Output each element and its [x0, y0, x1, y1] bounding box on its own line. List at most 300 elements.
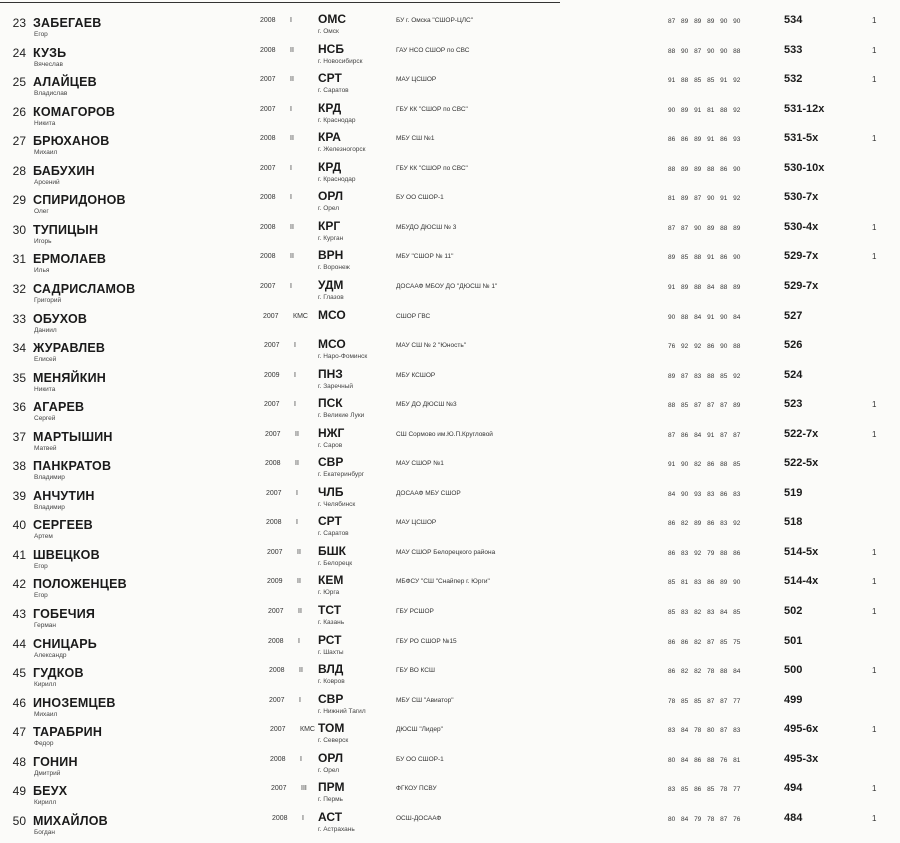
sport-rank: II [295, 430, 299, 438]
result-row [0, 633, 900, 663]
series-scores: 91 88 85 85 91 92 [668, 77, 741, 85]
place-number: 35 [12, 370, 26, 385]
total-score: 531-12x [784, 102, 825, 115]
region-code: ВРН [318, 248, 344, 263]
series-scores: 85 81 83 86 89 90 [668, 579, 741, 587]
sport-rank: III [301, 785, 307, 793]
sport-rank: I [294, 371, 296, 379]
series-scores: 88 85 87 87 87 89 [668, 402, 741, 410]
athlete-firstname: Артем [34, 533, 53, 541]
athlete-surname: ТАРАБРИН [33, 725, 103, 740]
total-score: 522-5x [784, 457, 819, 470]
result-row [0, 544, 900, 574]
city: г. Белорецк [318, 559, 353, 567]
series-scores: 87 89 89 89 90 90 [668, 18, 741, 25]
birth-year: 2008 [268, 637, 284, 645]
birth-year: 2007 [266, 489, 282, 497]
athlete-surname: ЕРМОЛАЕВ [33, 252, 107, 267]
club-name: БУ ОО СШОР-1 [396, 194, 444, 202]
birth-year: 2007 [271, 785, 287, 793]
city: г. Великие Луки [318, 412, 365, 420]
series-scores: 83 85 86 85 78 77 [668, 786, 741, 794]
series-scores: 91 90 82 86 88 85 [668, 461, 741, 469]
region-code: СРТ [318, 514, 342, 529]
city: г. Нижний Тагил [318, 707, 366, 715]
city: г. Пермь [318, 796, 343, 804]
sport-rank: II [295, 460, 299, 468]
result-row [0, 514, 900, 544]
athlete-surname: МЕНЯЙКИН [33, 370, 106, 385]
birth-year: 2007 [263, 312, 279, 320]
region-code: МСО [318, 337, 346, 352]
athlete-firstname: Богдан [34, 828, 55, 836]
athlete-firstname: Игорь [34, 237, 52, 245]
place-number: 42 [12, 577, 26, 592]
birth-year: 2007 [268, 608, 284, 615]
region-code: ОРЛ [318, 750, 344, 765]
athlete-firstname: Дмитрий [34, 769, 61, 777]
region-code: БШК [318, 543, 347, 558]
total-score: 495-3x [784, 752, 819, 765]
city: г. Юрга [318, 589, 340, 597]
sport-rank: I [299, 696, 301, 704]
birth-year: 2009 [264, 371, 280, 379]
city: г. Казань [318, 619, 345, 626]
place-number: 30 [12, 222, 26, 237]
series-scores: 86 86 82 87 85 75 [668, 638, 741, 646]
sport-rank: II [290, 223, 294, 231]
place-number: 27 [12, 134, 26, 149]
total-score: 533 [784, 43, 803, 56]
sport-rank: I [300, 755, 302, 763]
result-row [0, 692, 900, 722]
club-name: МБФСУ "СШ "Снайпер г. Юрги" [396, 578, 490, 586]
athlete-firstname: Матвей [34, 444, 57, 452]
club-name: МАУ ЦСШОР [396, 519, 437, 527]
city: г. Астрахань [318, 825, 355, 833]
athlete-surname: БАБУХИН [33, 163, 95, 178]
birth-year: 2009 [267, 578, 283, 586]
extra-mark: 1 [872, 666, 877, 676]
series-scores: 80 84 79 78 87 76 [668, 815, 741, 823]
result-row [0, 780, 900, 810]
place-number: 28 [12, 163, 26, 178]
result-row [0, 160, 900, 190]
series-scores: 86 82 82 78 88 84 [668, 668, 741, 676]
extra-mark: 1 [872, 400, 877, 410]
total-score: 531-5x [784, 132, 819, 145]
city: г. Краснодар [318, 175, 356, 183]
city: г. Курган [318, 234, 344, 242]
city: г. Орел [318, 766, 340, 774]
athlete-surname: МАРТЫШИН [33, 429, 113, 444]
total-score: 499 [784, 693, 803, 706]
region-code: АСТ [318, 809, 343, 824]
athlete-surname: КУЗЬ [33, 45, 67, 60]
result-row [0, 219, 900, 249]
club-name: МАУ СШ № 2 "Юность" [396, 342, 467, 350]
city: г. Саров [318, 441, 343, 449]
sport-rank: I [296, 489, 298, 497]
club-name: МАУ СШОР Белорецкого района [396, 548, 496, 556]
athlete-surname: САДРИСЛАМОВ [33, 281, 136, 296]
total-score: 518 [784, 516, 803, 529]
result-row [0, 603, 900, 633]
series-scores: 89 85 88 91 86 90 [668, 254, 741, 262]
birth-year: 2008 [265, 460, 281, 468]
athlete-surname: ЗАБЕГАЕВ [33, 16, 102, 30]
club-name: ГБУ КК "СШОР по СВС" [396, 105, 468, 113]
result-row [0, 71, 900, 101]
athlete-surname: СЕРГЕЕВ [33, 518, 93, 533]
club-name: ОСШ-ДОСААФ [396, 814, 442, 822]
total-score: 501 [784, 634, 803, 647]
athlete-firstname: Герман [34, 622, 56, 629]
total-score: 519 [784, 486, 803, 499]
athlete-firstname: Егор [34, 31, 48, 38]
place-number: 36 [12, 400, 26, 415]
region-code: ТСТ [318, 603, 342, 617]
extra-mark: 1 [872, 577, 877, 587]
birth-year: 2008 [272, 814, 288, 822]
total-score: 500 [784, 664, 803, 677]
club-name: МБУ "СШОР № 11" [396, 253, 454, 261]
athlete-firstname: Даниил [34, 326, 57, 334]
region-code: КРД [318, 159, 342, 174]
place-number: 37 [12, 429, 26, 444]
athlete-firstname: Никита [34, 119, 56, 127]
result-row [0, 42, 900, 72]
region-code: УДМ [318, 277, 344, 292]
athlete-firstname: Вячеслав [34, 60, 63, 68]
region-code: СВР [318, 455, 344, 470]
birth-year: 2007 [260, 282, 276, 290]
athlete-surname: ПАНКРАТОВ [33, 459, 112, 474]
athlete-surname: СНИЦАРЬ [33, 636, 97, 651]
total-score: 530-7x [784, 191, 819, 204]
total-score: 495-6x [784, 723, 819, 736]
extra-mark: 1 [872, 75, 877, 85]
athlete-surname: ГОНИН [33, 754, 78, 769]
club-name: ДОСААФ МБОУ ДО "ДЮСШ № 1" [396, 282, 498, 290]
place-number: 43 [12, 607, 26, 621]
result-row [0, 751, 900, 781]
place-number: 26 [12, 104, 26, 119]
athlete-surname: ГУДКОВ [33, 666, 84, 681]
total-score: 534 [784, 14, 803, 26]
club-name: МАУ СШОР №1 [396, 460, 444, 468]
place-number: 24 [12, 45, 26, 60]
athlete-surname: АЛАЙЦЕВ [33, 75, 97, 90]
extra-mark: 1 [872, 607, 877, 616]
sport-rank: II [298, 608, 302, 615]
sport-rank: II [297, 578, 301, 586]
series-scores: 90 88 84 91 90 84 [668, 313, 741, 321]
athlete-firstname: Григорий [34, 296, 62, 304]
athlete-firstname: Михаил [34, 710, 58, 718]
athlete-firstname: Егор [34, 592, 48, 600]
total-score: 530-10x [784, 161, 825, 174]
extra-mark: 1 [872, 784, 877, 794]
region-code: РСТ [318, 632, 342, 647]
athlete-surname: ТУПИЦЫН [33, 222, 99, 237]
place-number: 34 [12, 341, 26, 356]
result-row [0, 12, 900, 42]
athlete-surname: БЕУХ [33, 784, 68, 799]
city: г. Екатеринбург [318, 471, 365, 479]
city: г. Глазов [318, 293, 344, 301]
series-scores: 90 89 91 81 88 92 [668, 106, 741, 114]
sport-rank: II [290, 76, 294, 84]
city: г. Омск [318, 28, 339, 35]
place-number: 40 [12, 518, 26, 533]
sport-rank: I [290, 282, 292, 290]
birth-year: 2008 [270, 755, 286, 763]
result-row [0, 101, 900, 131]
club-name: ДОСААФ МБУ СШОР [396, 489, 461, 497]
club-name: МБУДО ДЮСШ № 3 [396, 223, 457, 231]
region-code: ОРЛ [318, 189, 344, 204]
sport-rank: I [290, 194, 292, 202]
athlete-surname: АГАРЕВ [33, 400, 85, 415]
club-name: ФГКОУ ПСВУ [396, 785, 437, 793]
athlete-surname: КОМАГОРОВ [33, 104, 116, 119]
total-score: 494 [784, 782, 803, 795]
region-code: КРГ [318, 218, 341, 233]
club-name: ДЮСШ "Лидер" [396, 726, 443, 734]
series-scores: 88 89 89 88 86 90 [668, 165, 741, 173]
birth-year: 2008 [260, 17, 276, 24]
total-score: 532 [784, 73, 803, 86]
club-name: ГБУ ВО КСШ [396, 667, 435, 675]
place-number: 47 [12, 725, 26, 740]
series-scores: 88 90 87 90 90 88 [668, 47, 741, 55]
series-scores: 87 87 90 89 88 89 [668, 224, 741, 232]
birth-year: 2008 [260, 194, 276, 202]
birth-year: 2007 [264, 342, 280, 350]
total-score: 529-7x [784, 250, 819, 263]
extra-mark: 1 [872, 429, 877, 439]
series-scores: 80 84 86 88 76 81 [668, 756, 741, 764]
total-score: 524 [784, 368, 803, 381]
birth-year: 2007 [260, 105, 276, 113]
result-row [0, 189, 900, 219]
sport-rank: II [290, 46, 294, 54]
extra-mark: 1 [872, 134, 877, 144]
sport-rank: I [298, 637, 300, 645]
region-code: НСБ [318, 41, 344, 56]
total-score: 514-5x [784, 545, 819, 558]
extra-mark: 1 [872, 725, 877, 735]
athlete-surname: ИНОЗЕМЦЕВ [33, 695, 116, 710]
result-row [0, 308, 900, 338]
region-code: СВР [318, 691, 344, 706]
city: г. Заречный [318, 382, 354, 390]
athlete-firstname: Кирилл [34, 799, 57, 807]
birth-year: 2007 [270, 726, 286, 734]
athlete-firstname: Илья [34, 267, 50, 275]
result-row [0, 662, 900, 692]
sport-rank: II [290, 253, 294, 261]
birth-year: 2007 [260, 164, 276, 172]
sport-rank: I [294, 401, 296, 409]
place-number: 46 [12, 695, 26, 710]
athlete-surname: МИХАЙЛОВ [33, 813, 108, 828]
place-number: 32 [12, 281, 26, 296]
total-score: 484 [784, 811, 803, 824]
region-code: МСО [318, 307, 346, 322]
series-scores: 91 89 88 84 88 89 [668, 283, 741, 291]
total-score: 523 [784, 398, 803, 411]
athlete-firstname: Кирилл [34, 681, 57, 689]
club-name: МАУ ЦСШОР [396, 76, 437, 84]
total-score: 526 [784, 339, 803, 352]
birth-year: 2007 [265, 430, 281, 438]
birth-year: 2008 [269, 667, 285, 675]
series-scores: 84 90 93 83 86 83 [668, 490, 741, 498]
sport-rank: I [290, 105, 292, 113]
sport-rank: КМС [293, 312, 308, 320]
result-row [0, 367, 900, 397]
city: г. Железногорск [318, 146, 366, 154]
club-name: СШ Сормово им.Ю.П.Кругловой [396, 430, 493, 438]
result-row [0, 278, 900, 308]
athlete-surname: ПОЛОЖЕНЦЕВ [33, 577, 127, 592]
region-code: ТОМ [318, 721, 345, 736]
extra-mark: 1 [872, 16, 877, 25]
sport-rank: I [294, 342, 296, 350]
place-number: 39 [12, 488, 26, 503]
athlete-firstname: Егор [34, 562, 48, 570]
extra-mark: 1 [872, 252, 877, 262]
series-scores: 87 86 84 91 87 87 [668, 431, 741, 439]
place-number: 33 [12, 311, 26, 326]
birth-year: 2008 [266, 519, 282, 527]
athlete-surname: БРЮХАНОВ [33, 134, 110, 149]
athlete-firstname: Владимир [34, 503, 65, 511]
total-score: 529-7x [784, 279, 819, 292]
place-number: 50 [12, 813, 26, 828]
athlete-firstname: Елисей [34, 356, 57, 364]
result-row [0, 485, 900, 515]
athlete-surname: АНЧУТИН [33, 488, 95, 503]
series-scores: 89 87 83 88 85 92 [668, 372, 741, 380]
extra-mark: 1 [872, 813, 877, 823]
city: г. Краснодар [318, 116, 356, 124]
club-name: БУ ОО СШОР-1 [396, 755, 444, 763]
birth-year: 2008 [260, 253, 276, 261]
athlete-firstname: Владислав [34, 90, 68, 98]
series-scores: 81 89 87 90 91 92 [668, 195, 741, 203]
city: г. Саратов [318, 87, 349, 95]
athlete-firstname: Сергей [34, 415, 56, 423]
sport-rank: II [290, 135, 294, 143]
result-row [0, 810, 900, 840]
sport-rank: II [299, 667, 303, 675]
region-code: КЕМ [318, 573, 344, 588]
region-code: ПСК [318, 396, 343, 411]
city: г. Орел [318, 205, 340, 213]
place-number: 48 [12, 754, 26, 769]
total-score: 527 [784, 309, 803, 322]
region-code: СРТ [318, 71, 342, 86]
result-row [0, 721, 900, 751]
sport-rank: I [302, 814, 304, 822]
city: г. Челябинск [318, 500, 356, 508]
athlete-firstname: Арсений [34, 178, 60, 186]
city: г. Саратов [318, 530, 349, 538]
region-code: ПНЗ [318, 366, 343, 381]
athlete-surname: СПИРИДОНОВ [33, 193, 126, 208]
athlete-surname: ЖУРАВЛЕВ [33, 341, 106, 356]
athlete-firstname: Владимир [34, 474, 65, 482]
athlete-firstname: Олег [34, 208, 49, 216]
series-scores: 83 84 78 80 87 83 [668, 727, 741, 735]
total-score: 522-7x [784, 427, 819, 440]
place-number: 31 [12, 252, 26, 267]
club-name: МБУ СШ "Авиатор" [396, 696, 454, 704]
athlete-firstname: Александр [34, 651, 67, 659]
club-name: БУ г. Омска "СШОР-ЦЛС" [396, 17, 474, 24]
birth-year: 2008 [260, 223, 276, 231]
extra-mark: 1 [872, 45, 877, 55]
club-name: ГБУ КК "СШОР по СВС" [396, 164, 468, 172]
place-number: 49 [12, 784, 26, 799]
birth-year: 2007 [269, 696, 285, 704]
place-number: 23 [12, 16, 26, 30]
result-row [0, 248, 900, 278]
region-code: НЖГ [318, 425, 345, 440]
city: г. Воронеж [318, 264, 350, 272]
series-scores: 85 83 82 83 84 85 [668, 609, 741, 616]
club-name: ГБУ РСШОР [396, 608, 434, 615]
city: г. Шахты [318, 648, 344, 656]
birth-year: 2008 [260, 46, 276, 54]
club-name: ГБУ РО СШОР №15 [396, 637, 457, 645]
region-code: ЧЛБ [318, 484, 344, 499]
result-row [0, 337, 900, 367]
club-name: МБУ КСШОР [396, 371, 436, 379]
city: г. Северск [318, 737, 349, 745]
series-scores: 78 85 85 87 87 77 [668, 697, 741, 705]
total-score: 514-4x [784, 575, 819, 588]
city: г. Новосибирск [318, 57, 363, 65]
result-row [0, 426, 900, 456]
extra-mark: 1 [872, 222, 877, 232]
place-number: 45 [12, 666, 26, 681]
region-code: ПРМ [318, 780, 345, 795]
series-scores: 86 83 92 79 88 86 [668, 549, 741, 557]
series-scores: 86 86 89 91 86 93 [668, 136, 741, 144]
club-name: МБУ ДО ДЮСШ №3 [396, 401, 457, 409]
region-code: ОМС [318, 12, 346, 26]
place-number: 29 [12, 193, 26, 208]
city: г. Ковров [318, 678, 345, 686]
region-code: КРА [318, 130, 341, 145]
region-code: КРД [318, 100, 342, 115]
club-name: ГАУ НСО СШОР по СВС [396, 46, 470, 54]
series-scores: 76 92 92 86 90 88 [668, 343, 741, 351]
birth-year: 2007 [267, 548, 283, 556]
place-number: 41 [12, 547, 26, 562]
birth-year: 2007 [264, 401, 280, 409]
club-name: МБУ СШ №1 [396, 135, 435, 143]
athlete-surname: ШВЕЦКОВ [33, 547, 100, 562]
sport-rank: КМС [300, 726, 315, 734]
athlete-firstname: Федор [34, 740, 54, 748]
result-row [0, 573, 900, 603]
sport-rank: I [296, 519, 298, 527]
